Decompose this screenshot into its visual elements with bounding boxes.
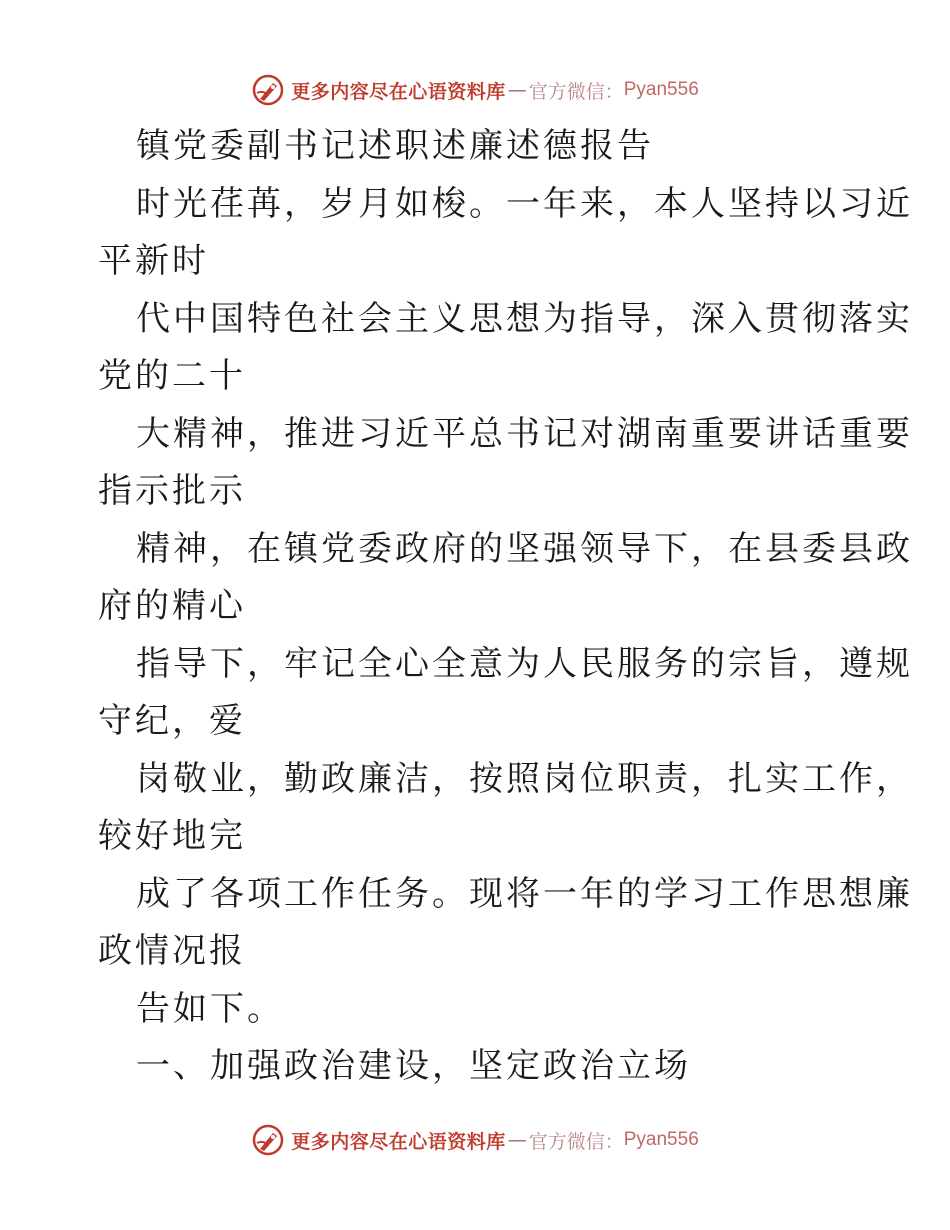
document-text-line: 代中国特色社会主义思想为指导，深入贯彻落实 (136, 298, 913, 339)
banner-wechat-id: Pyan556 (623, 79, 699, 100)
document-text-line: 精神，在镇党委政府的坚强领导下，在县委县政 (136, 528, 913, 569)
header-watermark-banner (0, 70, 950, 110)
document-text-line: 平新时 (98, 241, 209, 281)
document-text-line: 时光荏苒，岁月如梭。一年来，本人坚持以习近 (136, 183, 913, 224)
banner-separator: — (507, 1129, 527, 1151)
pen-nib-logo-icon (251, 73, 285, 107)
document-text-line: 政情况报 (98, 931, 246, 971)
document-text-line: 一、加强政治建设，坚定政治立场 (136, 1046, 691, 1086)
banner-separator: — (507, 79, 527, 101)
banner-wechat-id: Pyan556 (623, 1129, 699, 1150)
document-text-line: 成了各项工作任务。现将一年的学习工作思想廉 (136, 873, 913, 914)
document-text-line: 守纪，爱 (98, 701, 246, 741)
document-text-line: 指示批示 (98, 471, 246, 511)
banner-sub-text: 官方微信： (528, 1130, 624, 1153)
footer-watermark-banner (0, 1120, 950, 1160)
banner-main-text: 更多内容尽在心语资料库 (291, 80, 506, 103)
document-body (98, 118, 913, 1096)
pen-nib-logo-icon (251, 1123, 285, 1157)
document-text-line: 府的精心 (98, 586, 246, 626)
document-title: 镇党委副书记述职述廉述德报告 (136, 126, 654, 166)
banner-main-text: 更多内容尽在心语资料库 (291, 1130, 506, 1153)
document-text-line: 指导下，牢记全心全意为人民服务的宗旨，遵规 (136, 643, 913, 684)
document-text-line: 较好地完 (98, 816, 246, 856)
document-text-line: 党的二十 (98, 356, 246, 396)
document-text-line: 岗敬业，勤政廉洁，按照岗位职责，扎实工作， (136, 758, 913, 799)
document-text-line: 告如下。 (136, 988, 284, 1029)
banner-sub-text: 官方微信： (528, 80, 624, 103)
document-text-line: 大精神，推进习近平总书记对湖南重要讲话重要 (136, 413, 913, 454)
